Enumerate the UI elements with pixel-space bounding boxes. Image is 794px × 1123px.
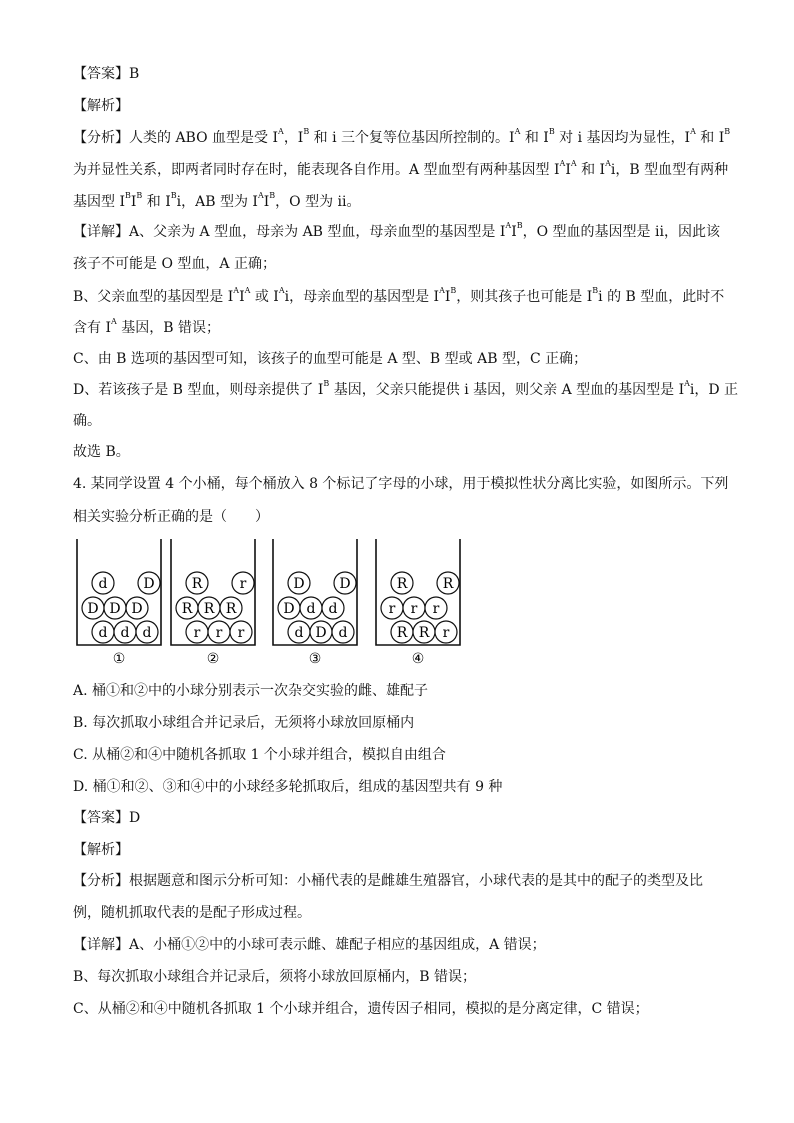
ball-label: d [294, 625, 304, 641]
ball-label: R [225, 601, 237, 617]
text-line: C. 从桶②和④中随机各抓取 1 个小球并组合，模拟自由组合 [73, 747, 446, 763]
text-line: 故选 B。 [73, 444, 130, 460]
text-line: B、每次抓取小球组合并记录后，须将小球放回原桶内，B 错误； [73, 969, 477, 985]
text-line: A. 桶①和②中的小球分别表示一次杂交实验的雌、雄配子 [73, 683, 429, 699]
ball-label: r [239, 576, 247, 592]
ball-label: D [283, 601, 295, 617]
bucket-label: ② [206, 651, 220, 667]
ball-label: D [109, 601, 121, 617]
bucket-label: ④ [411, 651, 425, 667]
ball-label: R [396, 576, 408, 592]
bucket-figure [73, 537, 473, 671]
ball-label: d [120, 625, 130, 641]
text-line: C、由 B 选项的基因型可知，该孩子的血型可能是 A 型、B 型或 AB 型，C 正确； [73, 351, 588, 367]
text-line: 基因型 $I^BI^B$ 和 $I^Bi$，AB 型为 $I^AI^B$，O 型为 ii。 [73, 191, 361, 210]
ball-label: r [442, 625, 450, 641]
ball-label: D [315, 625, 327, 641]
text-line: 【答案】D [73, 810, 141, 826]
ball-label: R [396, 625, 408, 641]
ball-label: D [143, 576, 155, 592]
ball-label: D [131, 601, 143, 617]
ball-label: d [98, 576, 108, 592]
text-line: C、从桶②和④中随机各抓取 1 个小球并组合，遗传因子相同，模拟的是分离定律，C 错误； [73, 1001, 649, 1017]
text-line: 含有 $I^A$ 基因，B 错误； [73, 317, 220, 336]
ball-label: D [87, 601, 99, 617]
text-line: 4. 某同学设置 4 个小桶，每个桶放入 8 个标记了字母的小球，用于模拟性状分离比实验，如图所示。下列 [73, 476, 729, 492]
text-line: D. 桶①和②、③和④中的小球经多轮抓取后，组成的基因型共有 9 种 [73, 779, 503, 795]
text-line: B. 每次抓取小球组合并记录后，无须将小球放回原桶内 [73, 715, 415, 731]
text-line: 【解析】 [73, 842, 129, 858]
ball-label: R [418, 625, 430, 641]
ball-label: r [432, 601, 440, 617]
ball-label: d [328, 601, 338, 617]
text-line: 【分析】根据题意和图示分析可知：小桶代表的是雌雄生殖器官，小球代表的是其中的配子的类型及比 [73, 873, 703, 889]
bucket-label: ③ [308, 651, 322, 667]
ball-label: d [338, 625, 348, 641]
ball-label: D [293, 576, 305, 592]
text-line: D、若该孩子是 B 型血，则母亲提供了 $I^B$ 基因，父亲只能提供 i 基因，则父亲 A 型血的基因型是 $I^Ai$，D 正 [73, 379, 739, 398]
text-line: 为并显性关系，即两者同时存在时，能表现各自作用。A 型血型有两种基因型 $I^AI^A$ 和 $I^Ai$，B 型血型有两种 [73, 159, 729, 178]
ball-label: R [191, 576, 203, 592]
text-line: 【答案】B [73, 66, 140, 82]
ball-label: r [410, 601, 418, 617]
ball-label: R [181, 601, 193, 617]
ball-label: R [442, 576, 454, 592]
ball-label: r [193, 625, 201, 641]
text-line: 【分析】人类的 ABO 血型是受 $I^A$，$I^B$ 和 i 三个复等位基因所控制的。$I^A$ 和 $I^B$ 对 i 基因均为显性，$I^A$ 和 $I^B$ [73, 127, 731, 146]
ball-label: R [203, 601, 215, 617]
ball-label: d [306, 601, 316, 617]
ball-label: d [142, 625, 152, 641]
text-line: 相关实验分析正确的是（ ） [73, 509, 269, 525]
text-line: 例，随机抓取代表的是配子形成过程。 [73, 905, 311, 921]
text-line: 【详解】A、小桶①②中的小球可表示雌、雄配子相应的基因组成，A 错误； [73, 937, 546, 953]
text-line: 确。 [73, 413, 101, 429]
text-line: 【解析】 [73, 98, 129, 114]
ball-label: d [98, 625, 108, 641]
ball-label: r [215, 625, 223, 641]
bucket-label: ① [112, 651, 126, 667]
text-line: B、父亲血型的基因型是 $I^AI^A$ 或 $I^Ai$，母亲血型的基因型是 $I^AI^B$，则其孩子也可能是 $I^Bi$ 的 B 型血，此时不 [73, 286, 725, 305]
ball-label: r [388, 601, 396, 617]
text-line: 孩子不可能是 O 型血，A 正确； [73, 256, 276, 272]
ball-label: D [339, 576, 351, 592]
text-line: 【详解】A、父亲为 A 型血，母亲为 AB 型血，母亲血型的基因型是 $I^AI^B$，O 型血的基因型是 ii，因此该 [73, 221, 720, 240]
ball-label: r [237, 625, 245, 641]
